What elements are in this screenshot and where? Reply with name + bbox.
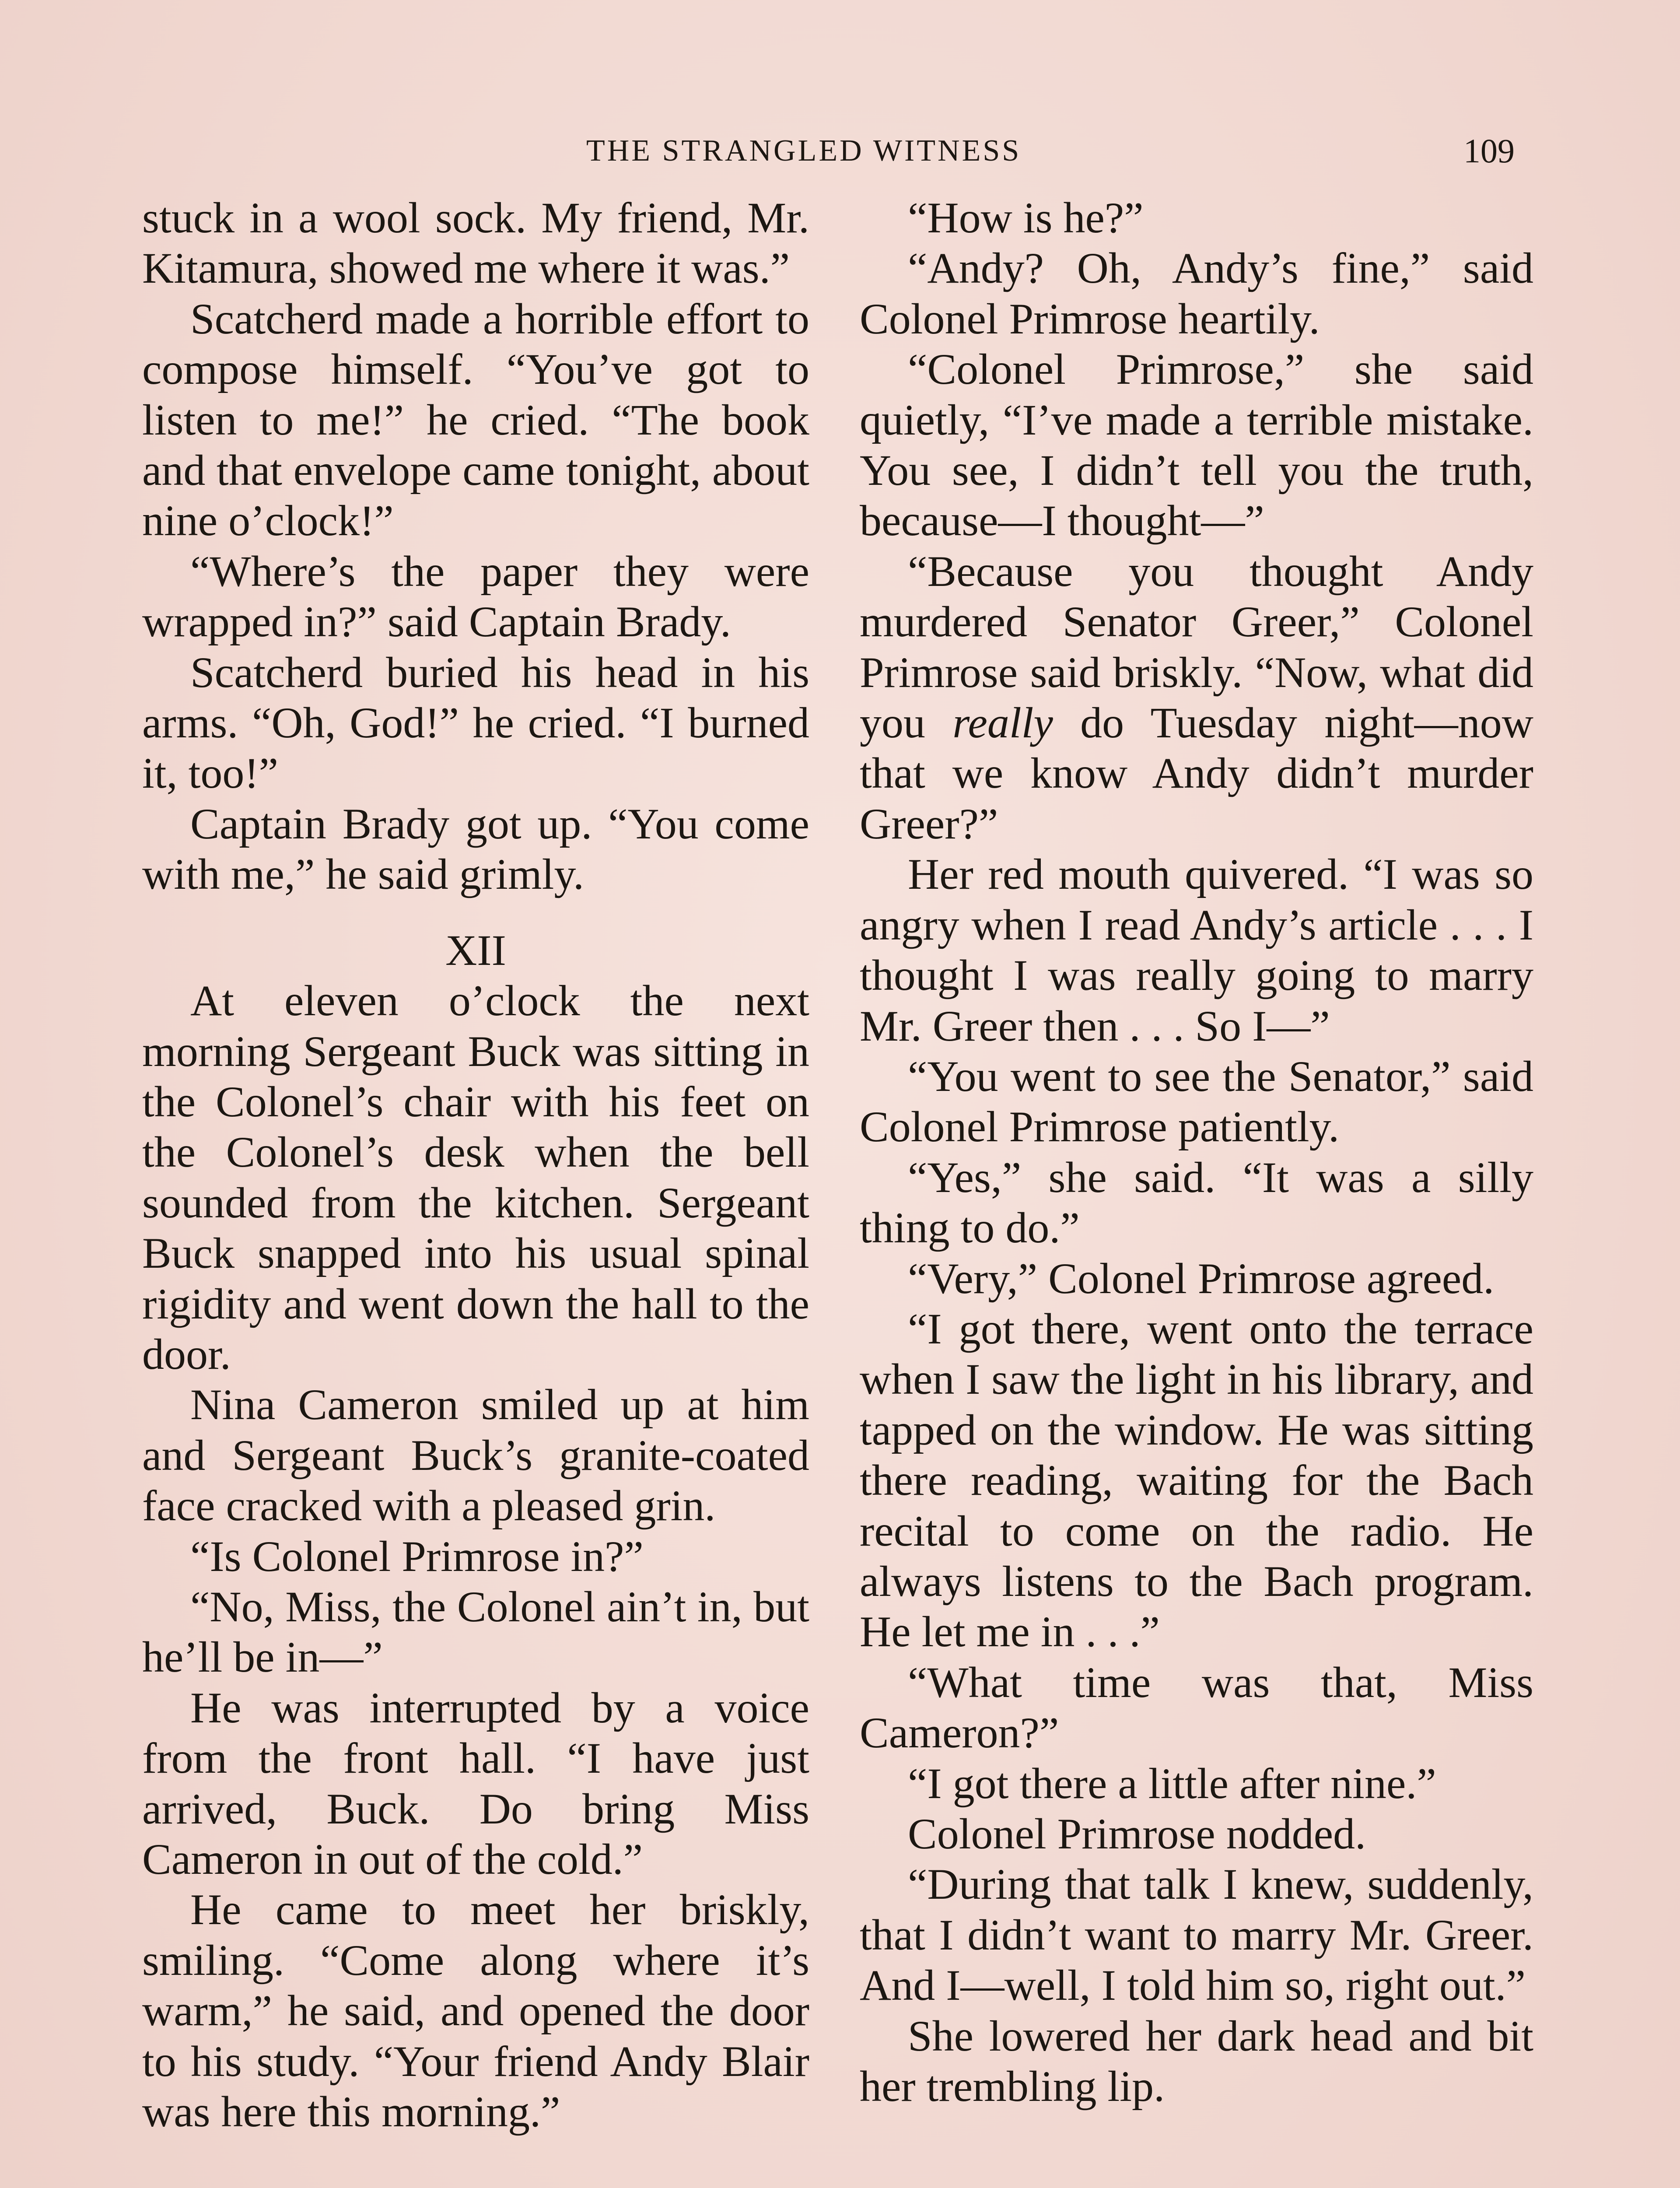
paragraph: Her red mouth quivered. “I was so angry when I read Andy’s article . . . I thought I was really going to marry Mr. Greer then . . . So I—” <box>860 850 1533 1050</box>
paragraph: Nina Cameron smiled up at him and Sergeant Buck’s granite-coated face cracked with a pleased grin. <box>142 1380 809 1530</box>
paragraph: “Colonel Primrose,” she said quietly, “I’ve made a terrible mistake. You see, I didn’t tell you the truth, because—I thought—” <box>860 345 1533 545</box>
paragraph: At eleven o’clock the next morning Sergeant Buck was sitting in the Colonel’s chair with his feet on the Colonel’s desk when the bell sounded from the kitchen. Sergeant Buck snapped into his usual spinal rigidity and went down the hall to the door. <box>142 976 809 1378</box>
paragraph: “Where’s the paper they were wrapped in?” said Captain Brady. <box>142 547 809 646</box>
paragraph: Colonel Primrose nodded. <box>908 1809 1366 1858</box>
right-column <box>860 193 1533 2111</box>
chapter-heading: XII <box>445 926 506 975</box>
paragraph: “During that talk I knew, suddenly, that I didn’t want to marry Mr. Greer. And I—well, I told him so, right out.” <box>860 1860 1533 2010</box>
paragraph: Scatcherd buried his head in his arms. “Oh, God!” he cried. “I burned it, too!” <box>142 648 809 798</box>
paragraph: He came to meet her briskly, smiling. “Come along where it’s warm,” he said, and opened the door to his study. “Your friend Andy Blair was here this morning.” <box>142 1885 809 2136</box>
page-header <box>0 131 1680 171</box>
paragraph-text: do Tuesday night—now that we know Andy didn’t murder Greer?” <box>860 698 1534 848</box>
paragraph <box>860 546 1533 849</box>
paragraph: “I got there a little after nine.” <box>908 1759 1436 1808</box>
paragraph: “I got there, went onto the terrace when I saw the light in his library, and tapped on the window. He was sitting there reading, waiting for the Bach recital to come on the radio. He always listens to the Bach program. He let me in . . .” <box>860 1304 1533 1656</box>
paragraph: She lowered her dark head and bit her trembling lip. <box>860 2011 1533 2111</box>
paragraph-text: “Because you thought Andy murdered Senator Greer,” Colonel Primrose said briskly. “Now, what did you <box>860 547 1533 747</box>
paragraph: “Very,” Colonel Primrose agreed. <box>908 1254 1494 1303</box>
page-number: 109 <box>1463 132 1515 170</box>
paragraph: stuck in a wool sock. My friend, Mr. Kitamura, showed me where it was.” <box>142 193 809 293</box>
paragraph: “You went to see the Senator,” said Colonel Primrose patiently. <box>860 1052 1533 1151</box>
paragraph: “Yes,” she said. “It was a silly thing to do.” <box>860 1153 1533 1252</box>
paragraph: “Is Colonel Primrose in?” <box>190 1532 644 1581</box>
emphasis-text: really <box>952 698 1053 747</box>
left-column <box>142 193 809 2137</box>
running-head: THE STRANGLED WITNESS <box>586 134 1022 168</box>
paragraph: “No, Miss, the Colonel ain’t in, but he’ll be in—” <box>142 1582 809 1682</box>
paragraph: “What time was that, Miss Cameron?” <box>860 1658 1533 1757</box>
paragraph: He was interrupted by a voice from the front hall. “I have just arrived, Buck. Do bring Miss Cameron in out of the cold.” <box>142 1683 809 1883</box>
paragraph: “How is he?” <box>908 193 1144 242</box>
paragraph: Captain Brady got up. “You come with me,” he said grimly. <box>142 799 809 899</box>
paragraph: Scatcherd made a horrible effort to compose himself. “You’ve got to listen to me!” he cried. “The book and that envelope came tonight, about nine o’clock!” <box>142 294 809 545</box>
paragraph: “Andy? Oh, Andy’s fine,” said Colonel Primrose heartily. <box>860 244 1533 343</box>
